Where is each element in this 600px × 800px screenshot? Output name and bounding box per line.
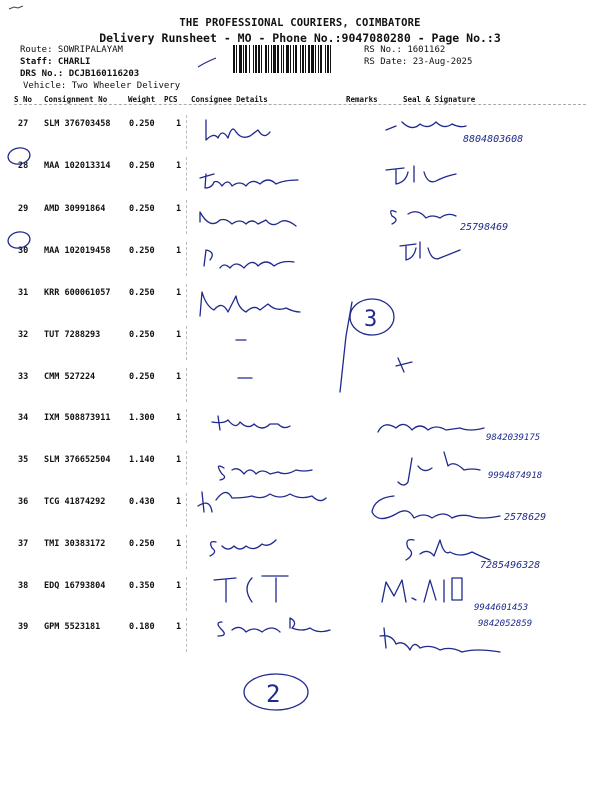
seal-number-36: 2578629	[504, 512, 547, 523]
seal-35-sig	[398, 452, 480, 485]
signature-31	[200, 292, 300, 316]
col-pcs: PCS	[164, 95, 178, 104]
row-weight: 0.250	[129, 372, 155, 382]
row-consignment-number: MAA 102019458	[44, 246, 111, 256]
row-weight: 0.250	[129, 119, 155, 129]
row-pcs: 1	[176, 539, 182, 549]
row-consignment-number: EDQ 16793804	[44, 581, 106, 591]
col-consignee: Consignee Details	[191, 95, 268, 104]
row-pcs: 1	[176, 119, 182, 129]
row-sno: 34	[18, 413, 29, 423]
row-sno: 30	[18, 246, 29, 256]
row-pcs: 1	[176, 246, 182, 256]
circled-page-number-text: 3	[364, 307, 378, 332]
circle-mark-30	[7, 230, 31, 250]
seal-number-37: 7285496328	[480, 560, 541, 571]
signature-29	[200, 212, 296, 226]
seal-28-sig	[386, 166, 456, 184]
company-title: THE PROFESSIONAL COURIERS, COIMBATORE	[179, 17, 421, 29]
bracket-line	[340, 302, 352, 392]
row-pcs: 1	[176, 288, 182, 298]
row-sno: 27	[18, 119, 29, 129]
seal-number-27: 8804803608	[463, 134, 524, 145]
seal-27-sig	[386, 122, 466, 130]
row-consignment-number: CMM 527224	[44, 372, 96, 382]
row-sno: 33	[18, 372, 29, 382]
row-consignment-number: SLM 376652504	[44, 455, 111, 465]
row-consignment-number: TCG 41874292	[44, 497, 106, 507]
row-pcs: 1	[176, 622, 182, 632]
signature-34	[212, 416, 290, 430]
row-pcs: 1	[176, 413, 182, 423]
seal-number-29: 25798469	[460, 222, 509, 233]
signature-36	[198, 492, 326, 512]
seal-number-38: 9944601453	[474, 603, 529, 613]
signature-39	[218, 618, 330, 636]
seal-number-39: 9842052859	[478, 619, 533, 629]
row-consignment-number: GPM 5523181	[44, 622, 101, 632]
signature-28	[200, 174, 298, 188]
row-consignment-number: IXM 508873911	[44, 413, 111, 423]
row-sno: 35	[18, 455, 29, 465]
seal-37-sig	[406, 540, 490, 560]
row-consignment-number: MAA 102013314	[44, 161, 111, 171]
col-sno: S No	[14, 95, 33, 104]
row-weight: 1.140	[129, 455, 155, 465]
seal-number-34: 9842039175	[486, 433, 541, 443]
seal-number-35: 9994874918	[488, 471, 543, 481]
row-sno: 32	[18, 330, 29, 340]
drs-number: DRS No.: DCJB160116203	[20, 69, 140, 79]
row-pcs: 1	[176, 497, 182, 507]
seal-33-mark	[396, 358, 412, 372]
seal-30-sig	[400, 242, 460, 260]
rs-number: RS No.: 1601162	[364, 45, 446, 55]
row-sno: 31	[18, 288, 29, 298]
col-consignment: Consignment No	[44, 95, 108, 104]
row-weight: 0.250	[129, 246, 155, 256]
row-weight: 0.350	[129, 581, 155, 591]
seal-36-sig	[372, 496, 500, 519]
col-seal-signature: Seal & Signature	[403, 95, 476, 104]
row-sno: 28	[18, 161, 29, 171]
row-weight: 0.430	[129, 497, 155, 507]
signature-35	[218, 466, 312, 480]
row-weight: 0.250	[129, 204, 155, 214]
row-weight: 0.250	[129, 288, 155, 298]
row-pcs: 1	[176, 581, 182, 591]
row-consignment-number: TUT 7288293	[44, 330, 101, 340]
staff-label: Staff: CHARLI	[20, 57, 91, 67]
row-consignment-number: TMI 30383172	[44, 539, 106, 549]
footer-circled-number-text: 2	[266, 680, 281, 708]
row-weight: 1.300	[129, 413, 155, 423]
signature-38	[214, 576, 288, 602]
row-pcs: 1	[176, 455, 182, 465]
row-pcs: 1	[176, 372, 182, 382]
signature-30	[204, 250, 294, 268]
row-pcs: 1	[176, 161, 182, 171]
signature-37	[210, 540, 276, 556]
row-sno: 39	[18, 622, 29, 632]
row-sno: 29	[18, 204, 29, 214]
row-weight: 0.250	[129, 539, 155, 549]
row-sno: 38	[18, 581, 29, 591]
row-pcs: 1	[176, 204, 182, 214]
seal-29-sig	[391, 211, 456, 224]
vehicle-label: Vehicle: Two Wheeler Delivery	[23, 81, 181, 91]
row-weight: 0.250	[129, 330, 155, 340]
row-consignment-number: KRR 600061057	[44, 288, 111, 298]
runsheet-subtitle: Delivery Runsheet - MO - Phone No.:9047080280 - Page No.:3	[99, 31, 501, 45]
row-weight: 0.180	[129, 622, 155, 632]
col-remarks: Remarks	[346, 95, 378, 104]
seal-38-sig	[382, 578, 462, 602]
circle-mark-28	[7, 146, 31, 166]
row-sno: 36	[18, 497, 29, 507]
row-consignment-number: SLM 376703458	[44, 119, 111, 129]
row-weight: 0.250	[129, 161, 155, 171]
route-label: Route: SOWRIPALAYAM	[20, 45, 123, 55]
seal-34-sig	[378, 424, 484, 432]
col-weight: Weight	[128, 95, 156, 104]
signature-27	[206, 120, 270, 140]
rs-date: RS Date: 23-Aug-2025	[364, 57, 473, 67]
row-sno: 37	[18, 539, 29, 549]
seal-39-sig	[380, 628, 500, 652]
row-pcs: 1	[176, 330, 182, 340]
row-consignment-number: AMD 30991864	[44, 204, 106, 214]
